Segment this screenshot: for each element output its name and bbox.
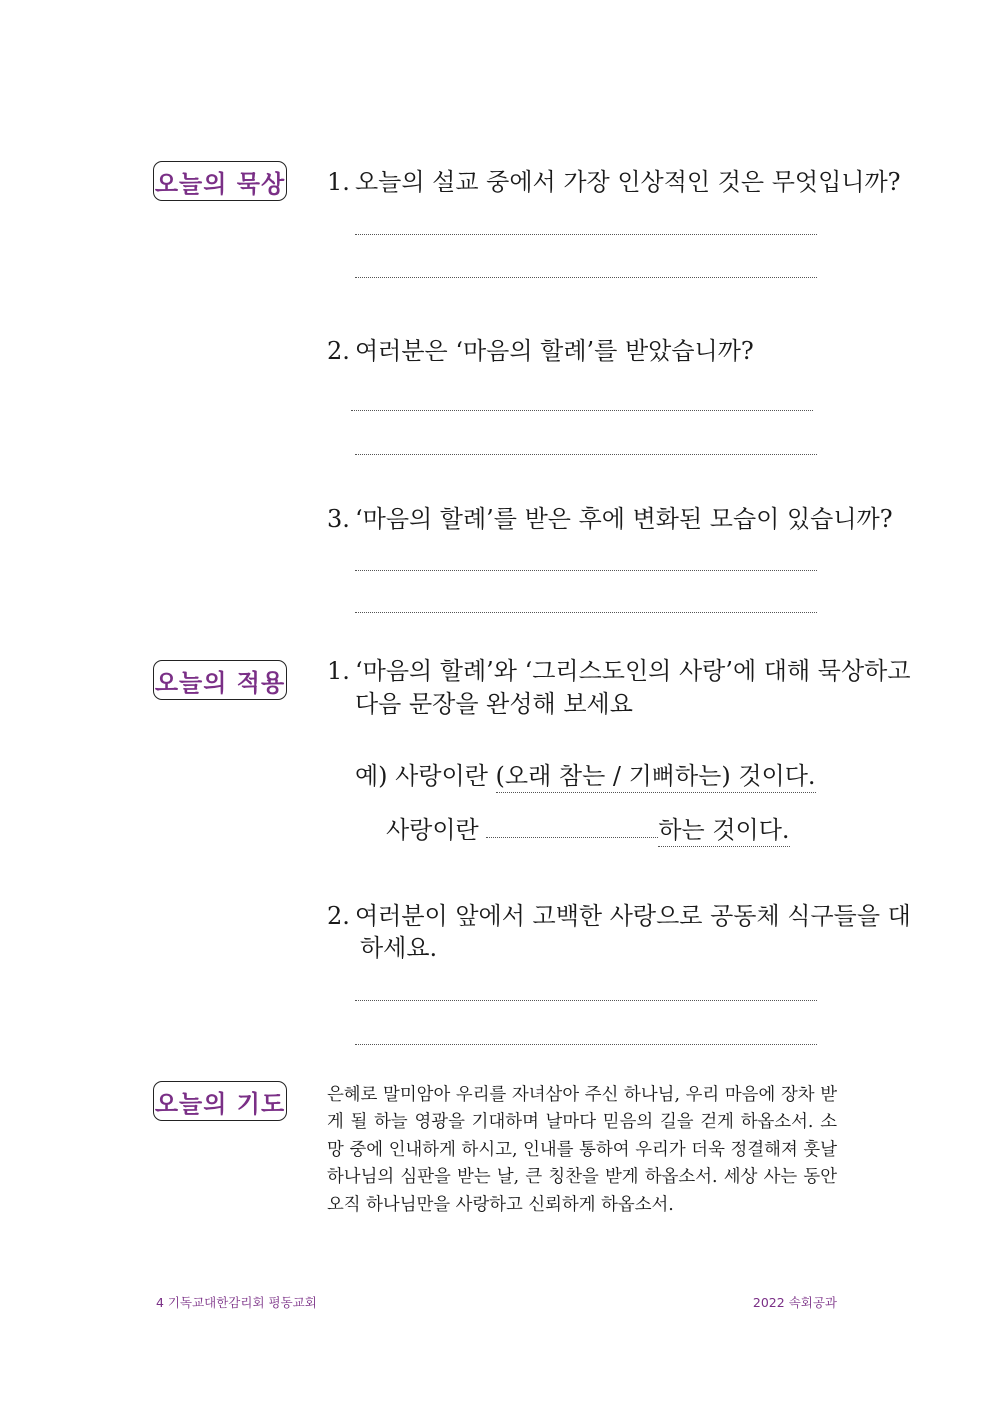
fill-prefix: 사랑이란 [386, 816, 487, 844]
answer-line[interactable] [355, 570, 817, 571]
example-sentence [355, 759, 816, 793]
footer-left: 4 기독교대한감리회 평동교회 [156, 1295, 317, 1310]
fill-in-sentence [386, 813, 790, 847]
answer-line[interactable] [351, 410, 813, 411]
meditation-question-3 [327, 502, 893, 536]
answer-line[interactable] [355, 1000, 817, 1001]
answer-line[interactable] [355, 234, 817, 235]
answer-line[interactable] [355, 1044, 817, 1045]
meditation-question-1 [327, 165, 901, 199]
question-text: ‘마음의 할례’를 받은 후에 변화된 모습이 있습니까? [355, 505, 893, 533]
question-text-line1: 여러분이 앞에서 고백한 사랑으로 공동체 식구들을 대 [355, 902, 911, 930]
footer-right: 2022 속회공과 [752, 1295, 837, 1310]
question-number: 1. [327, 168, 350, 196]
example-prefix: 예) 사랑이란 [355, 762, 496, 790]
application-question-2 [327, 899, 911, 933]
fill-suffix: 하는 것이다. [658, 816, 789, 847]
application-question-1 [327, 654, 911, 688]
prayer-text: 은혜로 말미암아 우리를 자녀삼아 주신 하나님, 우리 마음에 장차 받게 될 하늘 영광을 기대하며 날마다 믿음의 길을 걷게 하옵소서. 소망 중에 인내하게 하시고, 인내를 통하여 우리가 더욱 정결해져 훗날 하나님의 심판을 받는 날, 큰 칭찬을 받게 하옵소서. 세상 사는 동안 오직 하나님만을 사랑하고 신뢰하게 하옵소서. [327, 1085, 837, 1215]
question-number: 2. [327, 337, 350, 365]
application-badge: 오늘의 적용 [153, 660, 287, 700]
question-number: 1. [327, 657, 350, 685]
question-text-line2: 다음 문장을 완성해 보세요 [355, 690, 633, 718]
answer-line[interactable] [355, 612, 817, 613]
question-text: 오늘의 설교 중에서 가장 인상적인 것은 무엇입니까? [355, 168, 901, 196]
question-text: 여러분은 ‘마음의 할례’를 받았습니까? [355, 337, 754, 365]
answer-line[interactable] [355, 277, 817, 278]
prayer-badge: 오늘의 기도 [153, 1081, 287, 1121]
question-text-line1: ‘마음의 할례’와 ‘그리스도인의 사랑’에 대해 묵상하고 [355, 657, 911, 685]
meditation-badge: 오늘의 묵상 [153, 161, 287, 201]
fill-in-blank[interactable] [486, 813, 658, 838]
question-text-line2: 하세요. [360, 934, 438, 962]
example-answer: (오래 참는 / 기뻐하는) 것이다. [496, 762, 816, 793]
answer-line[interactable] [355, 454, 817, 455]
question-number: 3. [327, 505, 350, 533]
meditation-question-2 [327, 334, 754, 368]
question-number: 2. [327, 902, 350, 930]
